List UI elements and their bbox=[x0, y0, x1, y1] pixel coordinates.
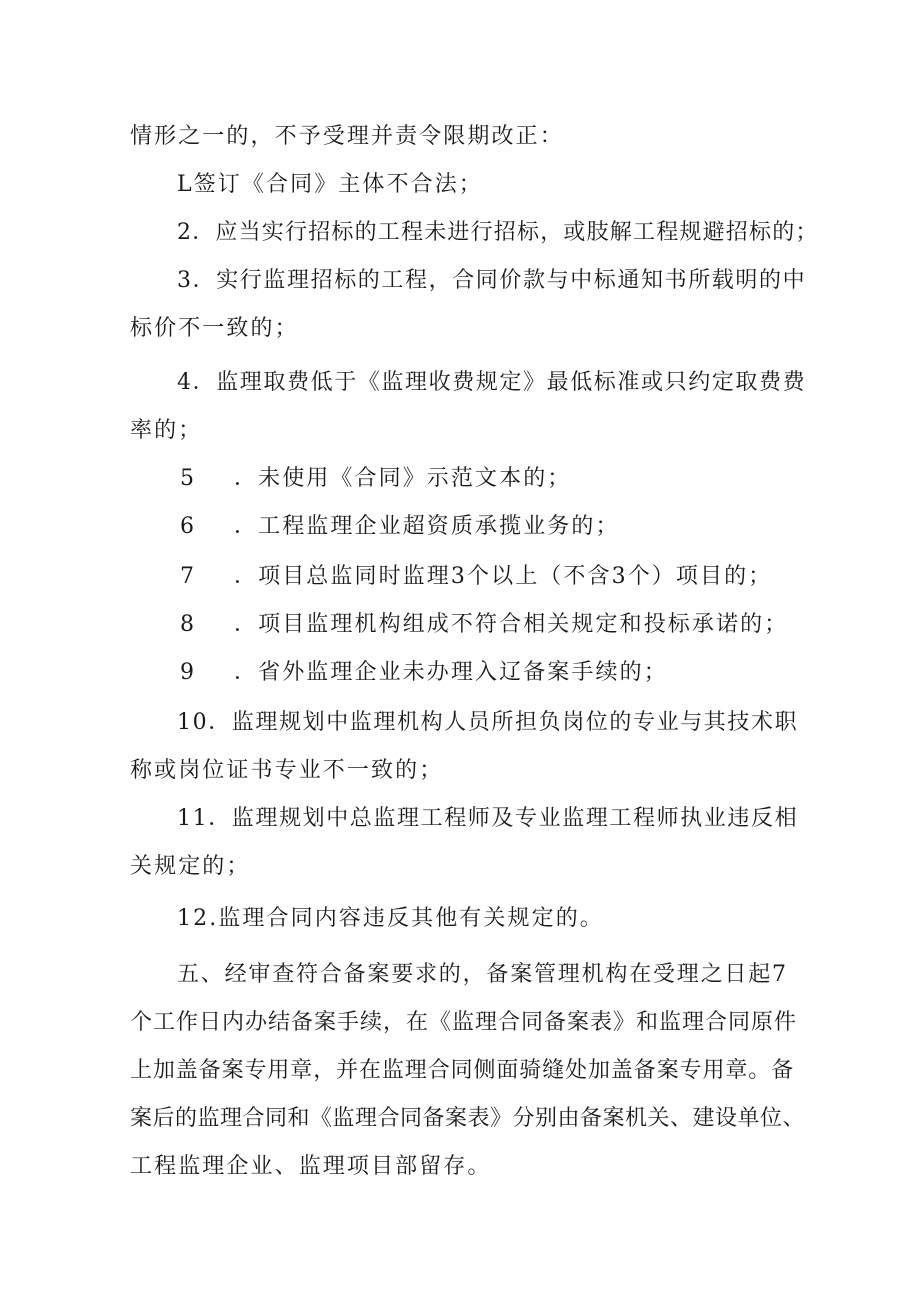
list-number-7: 7 bbox=[180, 564, 194, 589]
list-item-11: 11．监理规划中总监理工程师及专业监理工程师执业违反相 bbox=[177, 806, 799, 831]
list-item-3-continuation: 标价不一致的； bbox=[130, 316, 299, 341]
list-item-11-continuation: 关规定的； bbox=[130, 854, 251, 879]
list-item-2: 2．应当实行招标的工程未进行招标，或肢解工程规避招标的； bbox=[177, 220, 819, 245]
list-number-9: 9 bbox=[180, 660, 194, 685]
list-item-6: ．工程监理企业超资质承揽业务的； bbox=[234, 514, 620, 539]
list-item-7: ．项目总监同时监理3个以上（不含3个）项目的； bbox=[234, 564, 773, 589]
list-item-10: 10．监理规划中监理机构人员所担负岗位的专业与其技术职 bbox=[177, 710, 799, 735]
list-item-12: 12.监理合同内容违反其他有关规定的。 bbox=[177, 906, 604, 931]
list-item-9: ．省外监理企业未办理入辽备案手续的； bbox=[234, 660, 668, 685]
section-five-line-1: 五、经审查符合备案要求的，备案管理机构在受理之日起7 bbox=[177, 962, 788, 987]
section-five-line-2: 个工作日内办结备案手续，在《监理合同备案表》和监理合同原件 bbox=[130, 1010, 798, 1035]
list-item-3: 3．实行监理招标的工程，合同价款与中标通知书所载明的中 bbox=[177, 268, 807, 293]
list-number-6: 6 bbox=[180, 514, 194, 539]
section-five-line-4: 案后的监理合同和《监理合同备案表》分别由备案机关、建设单位、 bbox=[130, 1106, 806, 1131]
paragraph-line: 情形之一的，不予受理并责令限期改正： bbox=[130, 124, 564, 149]
list-item-5: ．未使用《合同》示范文本的； bbox=[234, 466, 572, 491]
list-item-10-continuation: 称或岗位证书专业不一致的； bbox=[130, 758, 444, 783]
section-five-line-5: 工程监理企业、监理项目部留存。 bbox=[130, 1154, 492, 1179]
list-item-8: ．项目监理机构组成不符合相关规定和投标承诺的； bbox=[234, 612, 789, 637]
list-item-4-continuation: 率的； bbox=[130, 418, 203, 443]
section-five-line-3: 上加盖备案专用章，并在监理合同侧面骑缝处加盖备案专用章。备 bbox=[130, 1058, 795, 1083]
list-number-8: 8 bbox=[180, 612, 194, 637]
list-item-4: 4．监理取费低于《监理收费规定》最低标准或只约定取费费 bbox=[177, 370, 807, 395]
list-item-1: L签订《合同》主体不合法； bbox=[177, 172, 483, 197]
list-number-5: 5 bbox=[180, 466, 194, 491]
